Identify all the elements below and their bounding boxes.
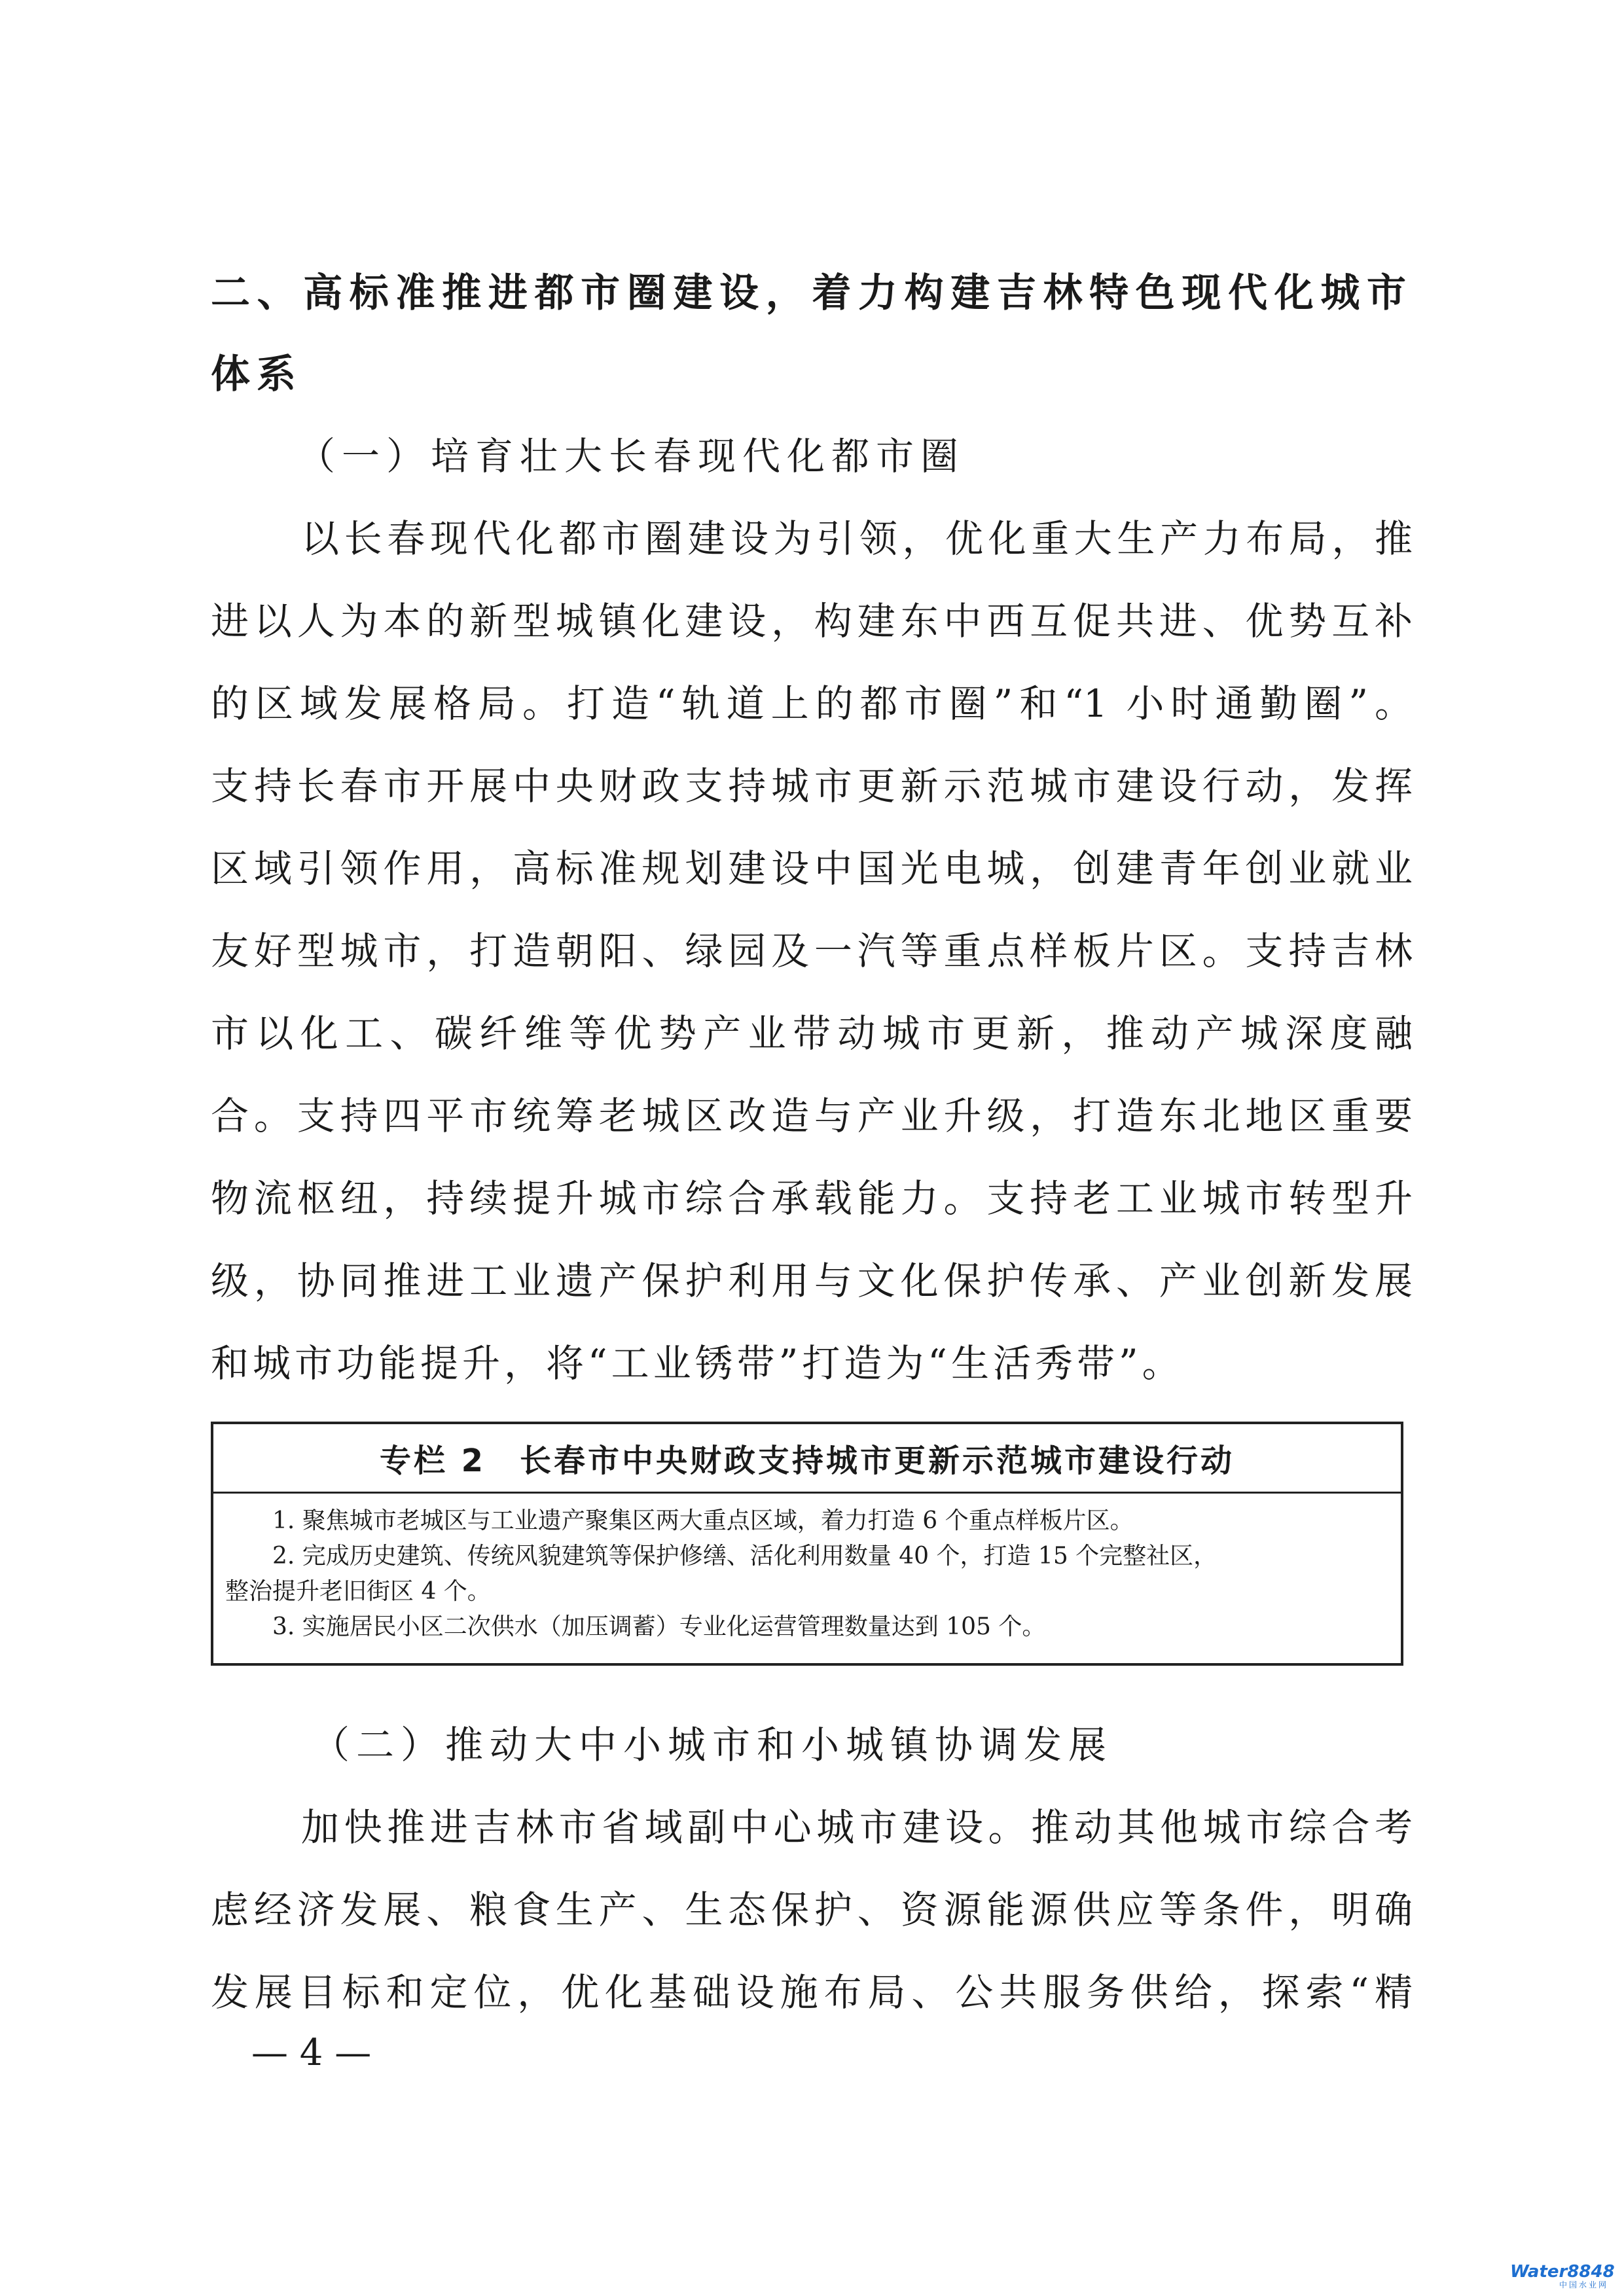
paragraph-line: 区域引领作用，高标准规划建设中国光电城，创建青年创业就业 (211, 846, 1413, 891)
paragraph-line: 物流枢纽，持续提升城市综合承载能力。支持老工业城市转型升 (211, 1176, 1413, 1221)
column-box-item: 3. 实施居民小区二次供水（加压调蓄）专业化运营管理数量达到 105 个。 (225, 1613, 1046, 1640)
paragraph-line: 支持长春市开展中央财政支持城市更新示范城市建设行动，发挥 (211, 764, 1413, 808)
paragraph-line: 虑经济发展、粮食生产、生态保护、资源能源供应等条件，明确 (211, 1888, 1413, 1932)
paragraph-line: 友好型城市，打造朝阳、绿园及一汽等重点样板片区。支持吉林 (211, 929, 1413, 973)
paragraph-line: 加快推进吉林市省域副中心城市建设。推动其他城市综合考 (301, 1805, 1413, 1850)
paragraph-line: 以长春现代化都市圈建设为引领，优化重大生产力布局，推 (301, 516, 1413, 561)
column-box-item: 1. 聚焦城市老城区与工业遗产聚集区两大重点区域，着力打造 6 个重点样板片区。 (225, 1507, 1134, 1534)
paragraph-line: 合。支持四平市统筹老城区改造与产业升级，打造东北地区重要 (211, 1094, 1413, 1138)
paragraph-line: 发展目标和定位，优化基础设施布局、公共服务供给，探索“精 (211, 1970, 1413, 2015)
paragraph-line: 市以化工、碳纤维等优势产业带动城市更新，推动产城深度融 (211, 1011, 1413, 1056)
paragraph-line: 进以人为本的新型城镇化建设，构建东中西互促共进、优势互补 (211, 599, 1413, 643)
subsection-1-title: （一）培育壮大长春现代化都市圈 (297, 434, 965, 478)
page-number: — 4 — (251, 2032, 372, 2074)
column-box (211, 1422, 1403, 1666)
paragraph-line: 和城市功能提升，将“工业锈带”打造为“生活秀带”。 (211, 1341, 1184, 1386)
column-box-item-continuation: 整治提升老旧街区 4 个。 (225, 1578, 491, 1605)
paragraph-line: 级，协同推进工业遗产保护利用与文化保护传承、产业创新发展 (211, 1259, 1413, 1303)
section-heading-line-2: 体系 (211, 351, 302, 397)
watermark-brand: Water8848 (1510, 2262, 1615, 2282)
paragraph-line: 的区域发展格局。打造“轨道上的都市圈”和“1 小时通勤圈”。 (211, 681, 1413, 726)
section-heading-line-1: 二、高标准推进都市圈建设，着力构建吉林特色现代化城市 (211, 270, 1413, 316)
column-box-title: 专栏 2 长春市中央财政支持城市更新示范城市建设行动 (213, 1424, 1401, 1494)
watermark-subtitle: 中国水业网 (1559, 2280, 1608, 2289)
subsection-2-title: （二）推动大中小城市和小城镇协调发展 (312, 1723, 1113, 1767)
column-box-item: 2. 完成历史建筑、传统风貌建筑等保护修缮、活化利用数量 40 个，打造 15 个完整社区， (225, 1543, 1218, 1570)
watermark-logo (1510, 2262, 1615, 2289)
